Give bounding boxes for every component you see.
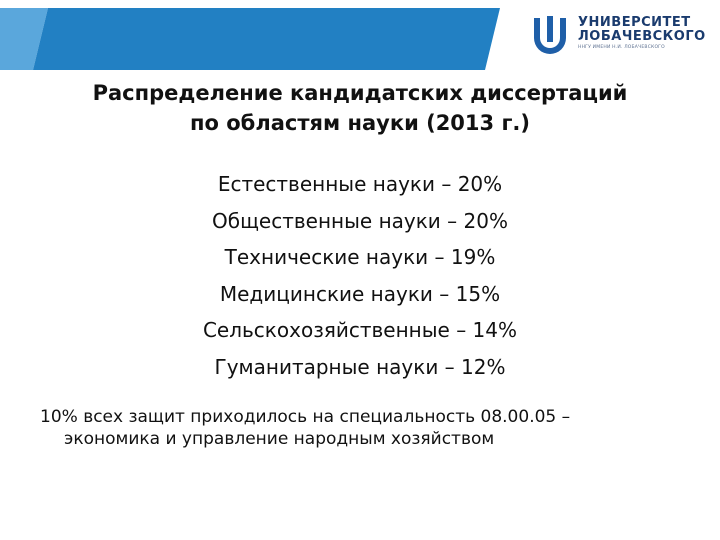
- university-logo: [528, 14, 718, 58]
- field-item: Технические науки – 19%: [224, 245, 496, 269]
- logo-text-line2: ЛОБАЧЕВСКОГО: [578, 29, 706, 44]
- slide-title: [0, 78, 720, 138]
- note-line1: 10% всех защит приходилось на специальность 08.00.05 –: [40, 407, 571, 427]
- header-stripe-main: [33, 8, 500, 70]
- title-line1: Распределение кандидатских диссертаций: [92, 81, 628, 105]
- note-line2: экономика и управление народным хозяйством: [64, 429, 495, 449]
- field-item: Естественные науки – 20%: [217, 172, 503, 196]
- field-item: Медицинские науки – 15%: [219, 281, 501, 306]
- field-item: Общественные науки – 20%: [212, 208, 508, 233]
- field-item: Гуманитарные науки – 12%: [214, 354, 506, 379]
- science-fields-list: [0, 166, 720, 385]
- logo-text-line1: УНИВЕРСИТЕТ: [578, 15, 691, 30]
- logo-emblem-icon: [528, 14, 572, 58]
- field-item: Сельскохозяйственные – 14%: [202, 318, 518, 342]
- economics-note: [40, 406, 680, 450]
- title-line2: по областям науки (2013 г.): [189, 111, 531, 135]
- logo-text-line3: ННГУ ИМЕНИ Н.И. ЛОБАЧЕВСКОГО: [578, 45, 665, 50]
